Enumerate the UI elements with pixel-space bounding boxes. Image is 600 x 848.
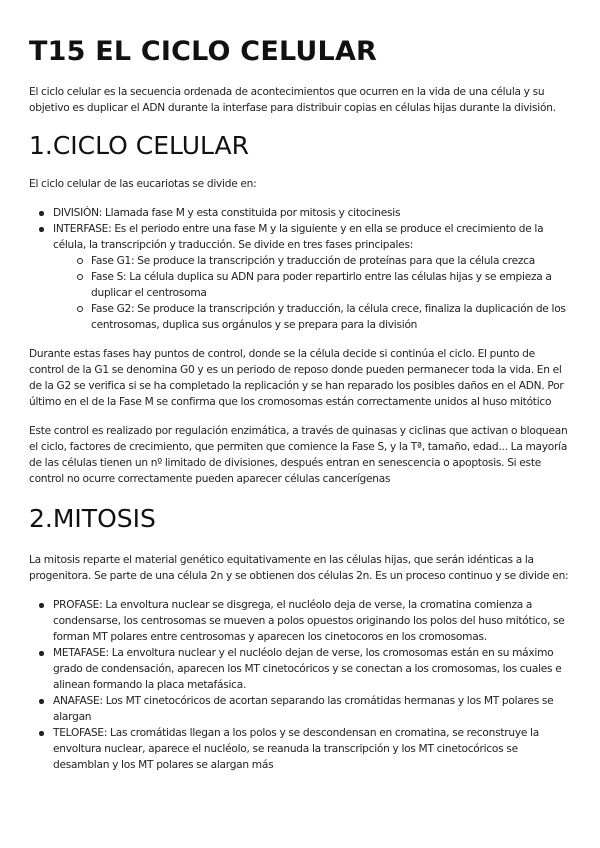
list-item-profase: PROFASE: La envoltura nuclear se disgrega, el nucléolo deja de verse, la cromatina comienza a condensarse, los centrosomas se mueven a polos opuestos originando los polos del huso mitótico, se forman MT polares entre centrosomas y aparecen los cinetocoros en los cromosomas.: [29, 597, 570, 645]
list-item-g2: Fase G2: Se produce la transcripción y traducción, la célula crece, finaliza la duplicación de los centrosomas, duplica sus orgánulos y se prepara para la división: [74, 301, 570, 333]
interfase-sublist: [74, 253, 570, 333]
section-heading-mitosis: 2.MITOSIS: [29, 504, 156, 533]
page-title: T15 EL CICLO CELULAR: [29, 36, 378, 67]
list-item-interfase: INTERFASE: Es el periodo entre una fase M y la siguiente y en ella se produce el crecimiento de la célula, la transcripción y traducción. Se divide en tres fases principales: Fase G1: Se produce la transcripción y traducción de proteínas para que la célula crezca Fase S: La célula duplica su ADN para poder repartirlo entre las células hijas y se empieza a duplicar el centrosoma Fase G2: Se produce la transcripción y traducción, la célula crece, finaliza la duplicación de los centrosomas, duplica sus orgánulos y se prepara para la división: [29, 221, 570, 333]
list-item-g1: Fase G1: Se produce la transcripción y traducción de proteínas para que la célula crezca: [74, 253, 570, 269]
section1-lead: El ciclo celular de las eucariotas se divide en:: [29, 178, 257, 190]
list-item-s: Fase S: La célula duplica su ADN para poder repartirlo entre las células hijas y se empieza a duplicar el centrosoma: [74, 269, 570, 301]
phase-list: [29, 205, 570, 333]
list-item-anafase: ANAFASE: Los MT cinetocóricos de acortan separando las cromátidas hermanas y los MT polares se alargan: [29, 693, 570, 725]
list-item-telofase: TELOFASE: Las cromátidas llegan a los polos y se descondensan en cromatina, se reconstruye la envoltura nuclear, aparece el nucléolo, se reanuda la transcripción y los MT cinetocóricos se desamblan y los MT polares se alargan más: [29, 725, 570, 773]
regulation-paragraph: Este control es realizado por regulación enzimática, a través de quinasas y ciclinas que activan o bloquean el ciclo, factores de crecimiento, que permiten que comience la Fase S, y la Tª, tamaño, edad... La mayoría de las células tienen un nº limitado de divisiones, después entran en senescencia o apoptosis. Si este control no ocurre correctamente pueden aparecer células cancerígenas: [29, 425, 568, 485]
intro-paragraph: El ciclo celular es la secuencia ordenada de acontecimientos que ocurren en la vida de una célula y su objetivo es duplicar el ADN durante la interfase para distribuir copias en células hijas durante la división.: [29, 86, 556, 114]
section-heading-ciclo-celular: 1.CICLO CELULAR: [29, 131, 250, 160]
section2-lead: La mitosis reparte el material genético equitativamente en las células hijas, que serán idénticas a la progenitora. Se parte de una célula 2n y se obtienen dos células 2n. Es un proceso continuo y se divide en:: [29, 554, 569, 582]
mitosis-phase-list: [29, 597, 570, 773]
list-item-division: DIVISIÓN: Llamada fase M y esta constituida por mitosis y citocinesis: [29, 205, 570, 221]
control-points-paragraph: Durante estas fases hay puntos de control, donde se la célula decide si continúa el ciclo. El punto de control de la G1 se denomina G0 y es un periodo de reposo donde pueden permanecer toda la vida. En el de la G2 se verifica si se ha completado la replicación y se han reparado los posibles daños en el ADN. Por último en el de la Fase M se confirma que los cromosomas están correctamente unidos al huso mitótico: [29, 348, 564, 408]
list-item-metafase: METAFASE: La envoltura nuclear y el nucléolo dejan de verse, los cromosomas están en su máximo grado de condensación, aparecen los MT cinetocóricos y se conectan a los cromosomas, los cuales e alinean formando la placa metafásica.: [29, 645, 570, 693]
